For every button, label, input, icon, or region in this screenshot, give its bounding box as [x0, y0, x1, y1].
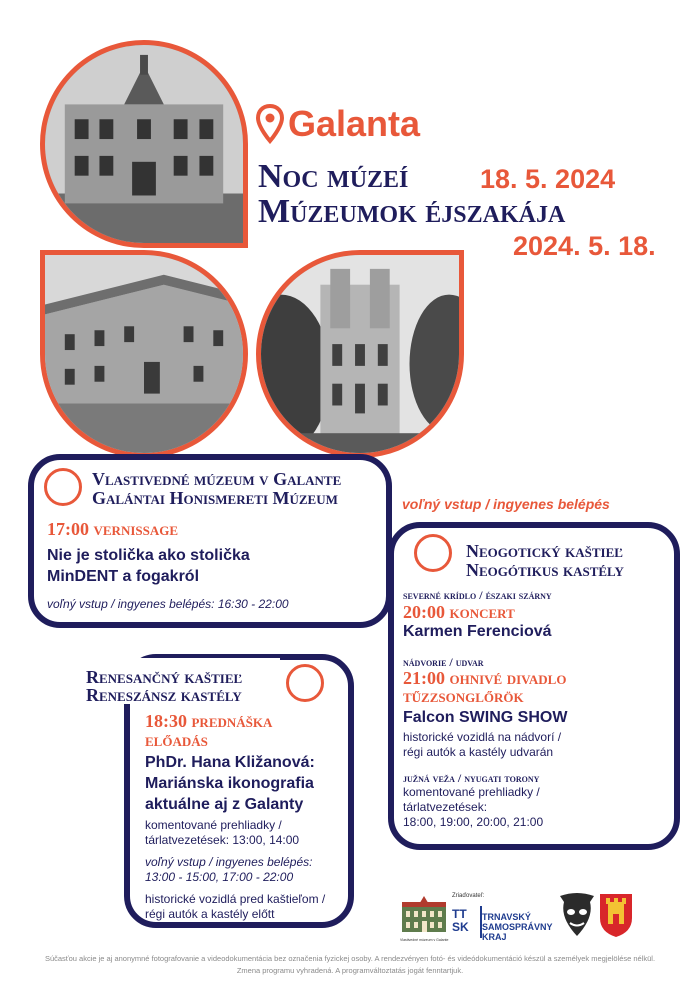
ttsk-logo: TT SK [452, 907, 469, 934]
event-title-sk: Noc múzeí [258, 158, 409, 195]
info-text: tárlatvezetések: [403, 800, 488, 814]
museum-logo [400, 894, 448, 940]
location-label: nádvorie / udvar [403, 655, 484, 669]
program-title: Nie je stolička ako stolička [47, 547, 250, 564]
talk-title: aktuálne aj z Galanty [145, 796, 304, 813]
venue-name-sk: Neogotický kaštieľ [466, 541, 623, 561]
program-time: 20:00 koncert [403, 602, 515, 622]
card-circle-icon [414, 534, 452, 572]
program-time: 17:00 vernissage [47, 519, 179, 539]
renaissance-castle-photo [40, 250, 248, 458]
info-text: régi autók a kastély udvarán [403, 745, 554, 759]
event-date-sk: 18. 5. 2024 [480, 164, 616, 194]
info-text: historické vozidlá na nádvorí / [403, 730, 562, 744]
program-time: előadás [145, 730, 208, 750]
venue-name-hu: Neogótikus kastély [466, 560, 624, 580]
info-text: historické vozidlá pred kaštieľom / [145, 892, 326, 906]
location-pin-icon [256, 104, 284, 144]
info-text: 18:00, 19:00, 20:00, 21:00 [403, 815, 544, 829]
mask-emblem-icon [556, 892, 598, 938]
venue-name-sk: Vlastivedné múzeum v Galante [92, 469, 342, 489]
free-entry-note: voľný vstup / ingyenes belépés [402, 496, 610, 512]
speaker-name: PhDr. Hana Kližanová: [145, 754, 315, 771]
museum-building-icon [400, 894, 448, 932]
entry-info: voľný vstup / ingyenes belépés: 16:30 - 22:00 [47, 597, 289, 611]
performer-name: Karmen Ferenciová [403, 623, 552, 640]
ttsk-name: TRNAVSKÝ SAMOSPRÁVNY KRAJ [482, 912, 553, 942]
event-title-hu: Múzeumok éjszakája [258, 193, 566, 230]
program-time: tűzzsonglőrök [403, 686, 524, 706]
venue-name-hu: Galántai Honismereti Múzeum [92, 488, 338, 508]
info-text: komentované prehliadky / [145, 818, 282, 832]
entry-info: 13:00 - 15:00, 17:00 - 22:00 [145, 870, 294, 884]
program-time: 18:30 prednáška [145, 711, 273, 731]
talk-title: Mariánska ikonografia [145, 775, 314, 792]
town-heading [256, 104, 420, 144]
venue-name-sk: Renesančný kaštieľ [86, 667, 243, 687]
info-text: régi autók a kastély előtt [145, 907, 275, 921]
card-circle-icon [44, 468, 82, 506]
sponsor-label: Zriaďovateľ: [452, 893, 485, 899]
coat-of-arms-icon [598, 892, 634, 938]
info-text: komentované prehliadky / [403, 785, 540, 799]
program-title: MinDENT a fogakról [47, 568, 200, 585]
venue-name-hu: Reneszánsz kastély [86, 685, 242, 705]
performer-name: Falcon SWING SHOW [403, 709, 568, 726]
entry-info: voľný vstup / ingyenes belépés: [145, 855, 313, 869]
footer-disclaimer: Súčasťou akcie je aj anonymné fotografovanie a videodokumentácia bez označenia fyzickej osoby. A rendezvényen fotó- és videódokumentáció készül a személyek megjelölése nélkül. [44, 954, 656, 963]
footer-program-note: Zmena programu vyhradená. A programváltoztatás jogát fenntartjuk. [236, 966, 464, 975]
info-text: tárlatvezetések: 13:00, 14:00 [145, 833, 300, 847]
neogothic-castle-photo [256, 250, 464, 458]
town-name: Galanta [288, 103, 421, 144]
event-date-hu: 2024. 5. 18. [513, 231, 656, 261]
location-label: južná veža / nyugati torony [403, 771, 540, 785]
museum-logo-caption: Vlastivedné múzeum v Galante [400, 938, 449, 942]
location-label: severné krídlo / északi szárny [403, 588, 552, 602]
program-time: 21:00 ohnivé divadlo [403, 668, 567, 688]
card-circle-icon [286, 664, 324, 702]
museum-photo [40, 40, 248, 248]
